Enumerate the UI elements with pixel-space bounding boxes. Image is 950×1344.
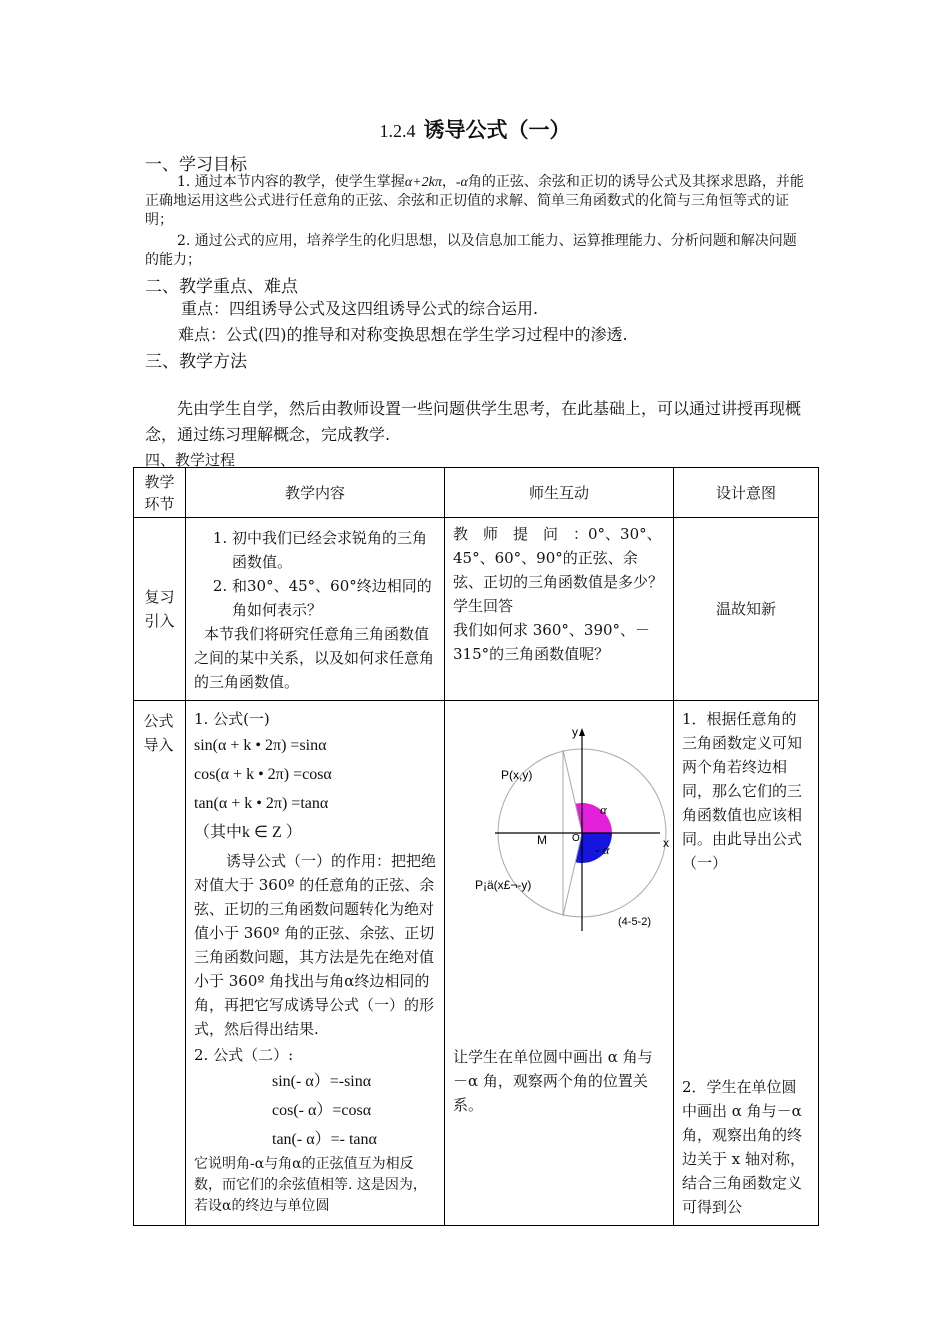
key-point: 重点：四组诱导公式及这四组诱导公式的综合运用.: [181, 299, 539, 318]
row1-note: 本节我们将研究任意角三角函数值之间的某中关系，以及如何求任意角的三角函数值。: [194, 625, 435, 691]
alpha-label: α: [600, 802, 607, 817]
header-content: 教学内容: [186, 468, 445, 518]
row2-content: [186, 701, 445, 1226]
heading-learning-goals: 一、学习目标: [145, 155, 247, 175]
title-text: 诱导公式（一）: [423, 118, 571, 142]
page-title: [0, 114, 950, 144]
formula1-tan: tan(α + k • 2π) =tanα: [194, 795, 329, 812]
formula2-tan: tan(- α）=- tanα: [272, 1131, 377, 1148]
teacher-question: 教 师 提 问 ：0°、30°、45°、60°、90°的正弦、余弦、正切的三角函数值是多少？: [453, 525, 664, 591]
row2-stage: [134, 701, 186, 1226]
table-row: [134, 518, 819, 701]
header-interaction: 师生互动: [445, 468, 674, 518]
goal-2: 2. 通过公式的应用，培养学生的化归思想，以及信息加工能力、运算推理能力、分析问题和解决问题的能力；: [145, 233, 797, 268]
section-number: 1.2.4: [379, 121, 416, 141]
y-arrow-icon: [579, 728, 585, 736]
formula2-explain: 它说明角-α与角α的正弦值互为相反数，而它们的余弦值相等. 这是因为，若设α的终边与单位圆: [194, 1156, 427, 1214]
terminal-side-alpha: [563, 750, 582, 833]
m-label: M: [537, 833, 547, 847]
unit-circle-figure: [445, 701, 674, 931]
p-label: P(x,y): [501, 768, 533, 782]
figure-caption: (4-5-2): [618, 916, 652, 928]
list-item: 1. 初中我们已经会求锐角的三角函数值。: [232, 526, 436, 574]
heading-process: 四、教学过程: [145, 451, 236, 469]
goal-1-math-b: -α: [455, 175, 468, 190]
header-intent: 设计意图: [674, 468, 819, 518]
o-label: O: [572, 833, 580, 844]
row1-intent: 温故知新: [674, 518, 819, 701]
row2-stage-label: 公式导入: [143, 712, 174, 754]
process-table: [133, 467, 819, 1226]
p-prime-label: P¡ä(x£¬-y): [475, 878, 532, 892]
terminal-side-neg-alpha: [563, 833, 582, 916]
formula2-cos: cos(- α）=cosα: [272, 1102, 372, 1119]
heading-key-points: 二、教学重点、难点: [145, 277, 298, 297]
intent-2: 2．学生在单位圆中画出 α 角与－α 角，观察出角的终边关于 x 轴对称，结合三角函数定义可得到公: [682, 1078, 805, 1216]
intent-1: 1．根据任意角的三角函数定义可知两个角若终边相同，那么它们的三角函数值也应该相同。由此导出公式（一）: [682, 710, 803, 872]
goal-1: [145, 173, 810, 230]
goal-1-math-a: α+2kπ: [404, 175, 442, 190]
formula1-cos: cos(α + k • 2π) =cosα: [194, 766, 332, 783]
row1-interaction: [445, 518, 674, 701]
list-item: 2. 和30°、45°、60°终边相同的角如何表示？: [232, 574, 436, 622]
y-label: y: [572, 725, 578, 739]
difficulty-point: 难点：公式(四)的推导和对称变换思想在学生学习过程中的渗透.: [178, 325, 628, 344]
heading-methods: 三、教学方法: [145, 352, 247, 372]
x-label: x: [663, 836, 669, 850]
methods-text: 先由学生自学，然后由教师设置一些问题供学生思考，在此基础上，可以通过讲授再现概念，通过练习理解概念，完成教学.: [145, 399, 802, 444]
formula1-title: 1. 公式(一): [194, 710, 270, 728]
goal-1-sep: ，: [441, 174, 456, 190]
goal-1-text-b: 角的正弦、余弦和正切的诱导公式及其探求思路，并能正确地运用这些公式进行任意角的正弦、余弦和正切值的求解、简单三角函数式的化简与三角恒等式的证明；: [145, 174, 804, 228]
follow-up-question: 我们如何求 360°、390°、－315°的三角函数值呢？: [453, 621, 651, 663]
review-list: [194, 526, 436, 622]
table-header-row: [134, 468, 819, 518]
row1-content: [186, 518, 445, 701]
row2-intent: [674, 701, 819, 1226]
neg-alpha-label: - α: [595, 842, 610, 857]
student-answer: 学生回答: [453, 597, 514, 615]
header-stage: [134, 468, 186, 518]
row2-interaction-text: 让学生在单位圆中画出 α 角与－α 角，观察两个角的位置关系。: [453, 1048, 653, 1114]
formula1-sin: sin(α + k • 2π) =sinα: [194, 737, 327, 754]
formula1-explain: 诱导公式（一）的作用：把把绝对值大于 360º 的任意角的正弦、余弦、正切的三角函数问题转化为绝对值小于 360º 角的正弦、余弦、正切三角函数问题，其方法是先在绝对值小于 360º 角找出与角α终边相同的角，再把它写成诱导公式（一）的形式，然后得出结果.: [194, 852, 437, 1038]
header-stage-label: 教学环节: [144, 472, 175, 513]
formula1-note: （其中k ∈ Z ）: [194, 824, 302, 841]
formula2-sin: sin(- α）=-sinα: [272, 1073, 372, 1090]
formula2-title: 2. 公式（二）:: [194, 1046, 294, 1064]
row1-stage-label: 复习引入: [144, 588, 175, 630]
row1-stage: [134, 518, 186, 701]
goal-1-text-a: 1. 通过本节内容的教学，使学生掌握: [177, 174, 405, 190]
row2-interaction: [445, 701, 674, 1226]
table-row: [134, 701, 819, 1226]
